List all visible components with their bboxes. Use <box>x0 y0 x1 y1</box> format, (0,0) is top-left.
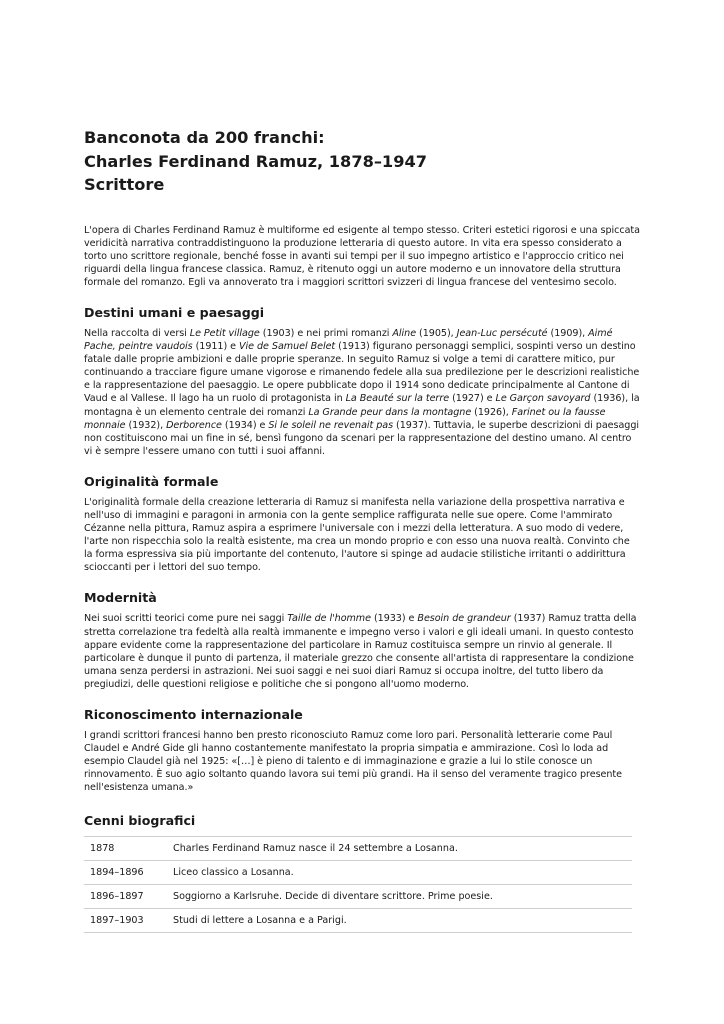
text-run: Nei suoi scritti teorici come pure nei saggi <box>84 613 288 625</box>
text-run: Nella raccolta di versi <box>84 327 190 339</box>
table-row <box>84 836 632 860</box>
work-title: La Grande peur dans la montagne <box>308 406 472 418</box>
work-title: Derborence <box>166 419 222 431</box>
intro-paragraph: L'opera di Charles Ferdinand Ramuz è multiforme ed esigente al tempo stesso. Criteri estetici rigorosi e una spiccata veridicità narrativa contraddistinguono la produzione letteraria di questo autore. In vita era spesso considerato a torto uno scrittore regionale, benché fosse in avanti sui tempi per il suo impegno artistico e l'approccio critico nei riguardi della lingua francese classica. Ramuz, è ritenuto oggi un autore moderno e un innovatore della struttura formale del romanzo. Egli va annoverato tra i maggiori scrittori svizzeri di lingua francese del ventesimo secolo. <box>84 224 640 288</box>
title-line-2: Charles Ferdinand Ramuz, 1878–1947 <box>84 151 427 171</box>
text-run: (1927) e <box>449 393 496 405</box>
work-title: Le Garçon savoyard <box>495 393 591 405</box>
text-run: (1905), <box>416 327 457 339</box>
section-text-destini <box>84 327 640 458</box>
section-title-originalita: Originalità formale <box>84 473 219 489</box>
text-run: (1934) e <box>221 419 269 431</box>
work-title: Farinet ou la fausse monnaie <box>84 406 606 431</box>
work-title: Vie de Samuel Belet <box>239 341 336 353</box>
document-page <box>84 126 640 933</box>
text-run: (1926), <box>471 406 512 418</box>
bio-year: 1897–1903 <box>84 908 167 932</box>
text-run: (1937). Tuttavia, le superbe descrizioni di paesaggi non costituiscono mai un fine in sé, bensì fungono da scenari per la rappresentazione del destino umano. Al centro vi è sempre l'essere umano con tutti i suoi affanni. <box>84 419 639 457</box>
work-title: Besoin de grandeur <box>417 613 511 625</box>
text-run: (1936), la montagna è un elemento centrale dei romanzi <box>84 393 640 418</box>
section-text-originalita: L'originalità formale della creazione letteraria di Ramuz si manifesta nella variazione della prospettiva narrativa e nell'uso di immagini e paragoni in armonia con la gente semplice raffigurata nelle sue opere. Come l'ammirato Cézanne nella pittura, Ramuz aspira a esprimere l'universale con i mezzi della letteratura. A suo modo di vedere, l'arte non rispecchia solo la realtà esistente, ma crea un mondo proprio e con esso una nuova realtà. Convinto che la forma espressiva sia più importante del contenuto, l'autore si spinge ad audacie stilistiche irritanti o addirittura scioccanti per i lettori del suo tempo. <box>84 496 630 574</box>
page-title <box>84 126 640 197</box>
work-title: Le Petit village <box>189 327 260 339</box>
bio-event: Studi di lettere a Losanna e a Parigi. <box>167 908 632 932</box>
work-title: Taille de l'homme <box>287 613 371 625</box>
bio-year: 1894–1896 <box>84 860 167 884</box>
bio-year: 1878 <box>84 836 167 860</box>
table-row <box>84 884 632 908</box>
section-text-riconoscimento: I grandi scrittori francesi hanno ben presto riconosciuto Ramuz come loro pari. Personalità letterarie come Paul Claudel e André Gide gli hanno costantemente manifestato la propria simpatia e ammirazione. Così lo loda ad esempio Claudel già nel 1925: «[…] è pieno di talento e di immaginazione e grazie a lui lo stile conosce un rinnovamento. È suo agio soltanto quando lavora sui temi più grandi. Ha il senso del veramente tragico presente nell'esistenza umana.» <box>84 730 622 794</box>
text-run: (1937) Ramuz tratta della stretta correlazione tra fedeltà alla realtà immanente e impegno verso i valori e gli ideali umani. In questo contesto appare evidente come la rappresentazione del particolare in Ramuz costituisca sempre un rinvio al generale. Il particolare è dunque il punto di partenza, il materiale grezzo che consente all'artista di rappresentare la condizione umana senza perdersi in astrazioni. Nei suoi saggi e nei suoi diari Ramuz si occupa inoltre, del tutto libero da pregiudizi, delle questioni religiose e politiche che si pongono all'uomo moderno. <box>84 613 637 690</box>
work-title: Jean-Luc persécuté <box>456 327 548 339</box>
title-line-1: Banconota da 200 franchi: <box>84 128 325 147</box>
work-title: Aimé Pache, peintre vaudois <box>84 327 613 353</box>
work-title: Si le soleil ne revenait pas <box>268 419 394 431</box>
bio-event: Soggiorno a Karlsruhe. Decide di diventare scrittore. Prime poesie. <box>167 884 632 908</box>
section-title-riconoscimento: Riconoscimento internazionale <box>84 707 303 723</box>
table-row <box>84 908 632 932</box>
bio-event: Charles Ferdinand Ramuz nasce il 24 settembre a Losanna. <box>167 836 632 860</box>
work-title: La Beauté sur la terre <box>345 393 450 405</box>
text-run: (1909), <box>547 327 589 339</box>
bio-event: Liceo classico a Losanna. <box>167 860 632 884</box>
section-title-cenni-biografici: Cenni biografici <box>84 812 196 828</box>
text-run: (1903) e nei primi romanzi <box>259 327 393 339</box>
biography-table <box>84 836 632 933</box>
section-title-destini: Destini umani e paesaggi <box>84 304 265 320</box>
section-text-modernita <box>84 612 640 691</box>
work-title: Aline <box>392 327 417 339</box>
title-line-3: Scrittore <box>84 175 165 194</box>
text-run: (1913) figurano personaggi semplici, sospinti verso un destino fatale dalle proprie ambizioni e dalle proprie speranze. In seguito Ramuz si volge a temi di carattere mitico, pur continuando a tracciare figure umane vigorose e rimanendo fedele alla sua predilezione per le descrizioni realistiche e la rappresentazione del paesaggio. Le opere pubblicate dopo il 1914 sono dedicate principalmente al Cantone di Vaud e al Vallese. Il lago ha un ruolo di protagonista in <box>84 341 640 405</box>
bio-year: 1896–1897 <box>84 884 167 908</box>
text-run: (1911) e <box>192 341 240 353</box>
text-run: (1933) e <box>370 613 418 625</box>
section-title-modernita: Modernità <box>84 590 157 606</box>
text-run: (1932), <box>125 419 167 431</box>
table-row <box>84 860 632 884</box>
